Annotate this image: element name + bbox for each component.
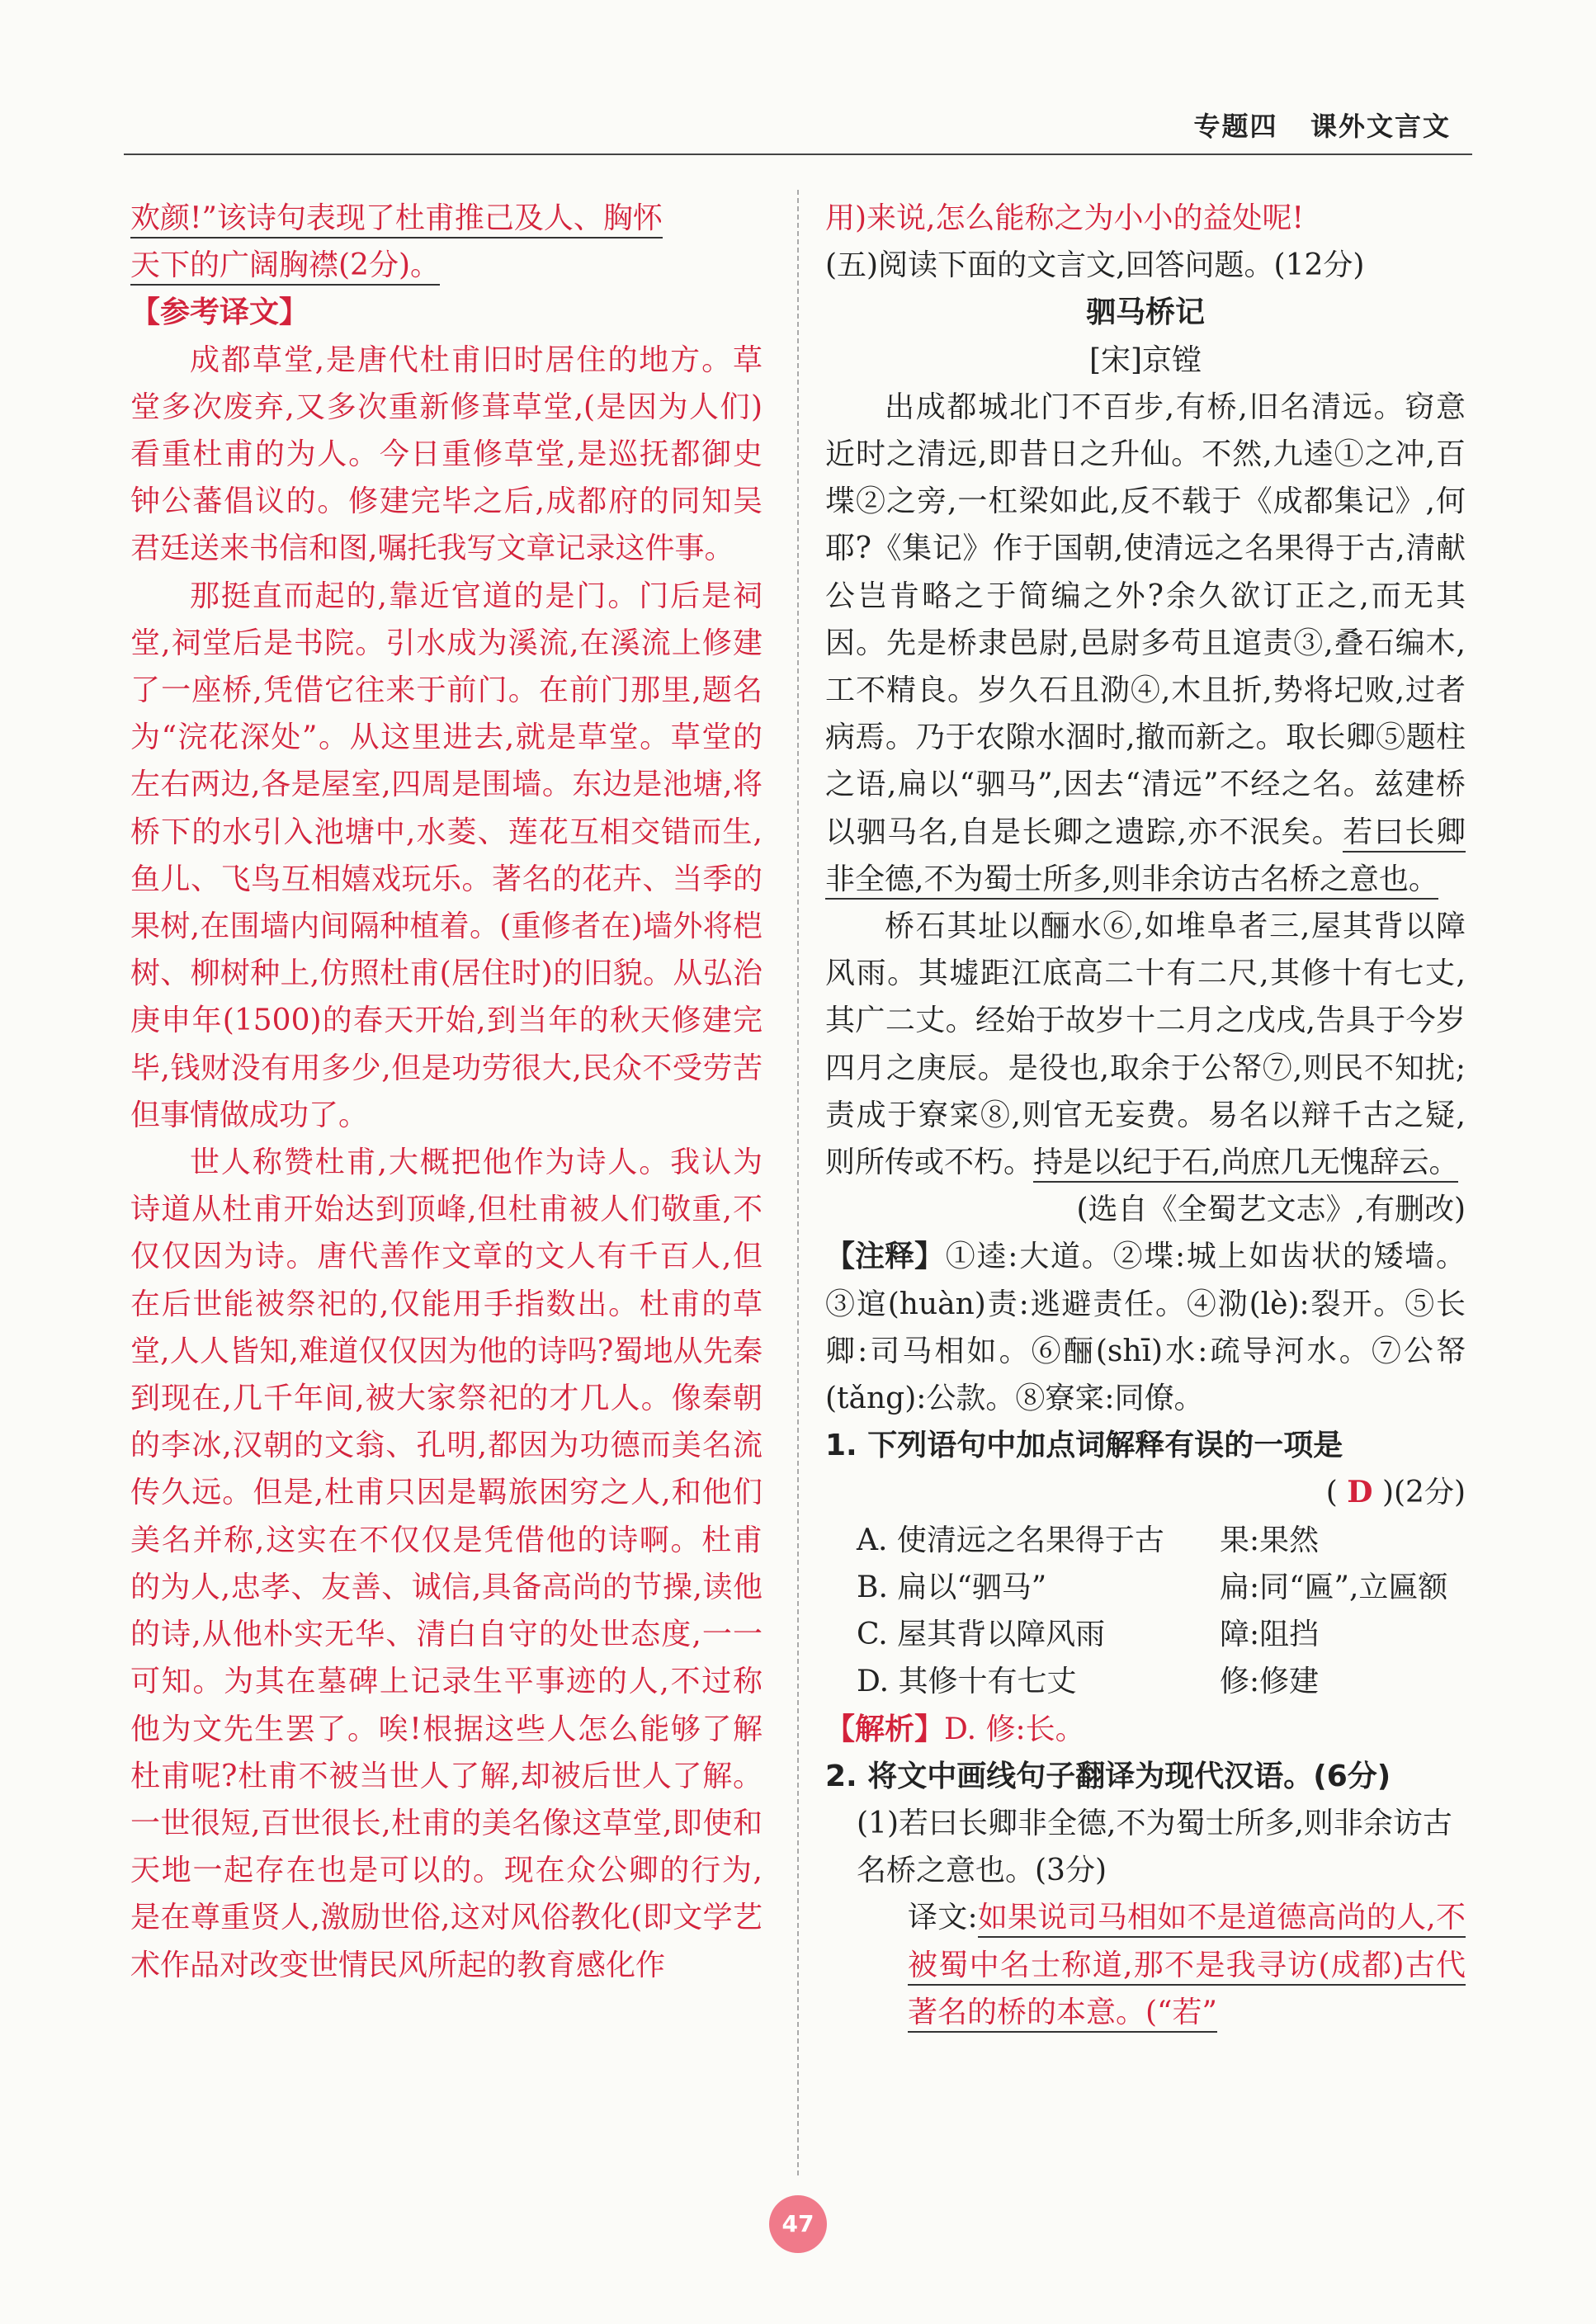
- option-c-gloss: 障:阻挡: [1220, 1618, 1320, 1652]
- option-a-text: A. 使清远之名果得于古: [857, 1523, 1164, 1557]
- translation-paragraph-1: 成都草堂,是唐代杜甫旧时居住的地方。草堂多次废弃,又多次重新修葺草堂,(是因为人们)看重杜甫的为人。今日重修草堂,是巡抚都御史钟公蕃倡议的。修建完毕之后,成都府的同知吴君廷送来书信和图,嘱托我写文章记录这件事。: [130, 342, 763, 566]
- essay-paragraph-1: [825, 384, 1466, 903]
- option-a-gloss: 果:果然: [1220, 1523, 1320, 1557]
- essay-source: (选自《全蜀艺文志》,有删改): [1076, 1193, 1466, 1227]
- essay-p1-text: 出成都城北门不百步,有桥,旧名清远。窃意近时之清远,即昔日之升仙。不然,九逵①之冲,百堞②之旁,一杠梁如此,反不载于《成都集记》,何耶?《集记》作于国朝,使清远之名果得于古,清献公岂肯略之于简编之外?余久欲订正之,而无其因。先是桥隶邑尉,邑尉多苟且逭责③,叠石编木,工不精良。岁久石且泐④,木且折,势将圮败,过者病焉。乃于农隙水涸时,撤而新之。取长卿⑤题柱之语,扁以“驷马”,因去“清远”不经之名。兹建桥以驷马名,自是长卿之遗踪,亦不泯矣。: [825, 390, 1466, 849]
- option-b: [825, 1564, 1466, 1611]
- analysis: [825, 1706, 1466, 1753]
- translation-answer: 如果说司马相如不是道德高尚的人,不被蜀中名士称道,那不是我寻访(成都)古代著名的桥的本意。(“若”: [908, 1901, 1466, 2032]
- option-b-gloss: 扁:同“匾”,立匾额: [1220, 1570, 1448, 1604]
- notes-label: 【注释】: [825, 1240, 945, 1274]
- answer-continuation: [130, 195, 763, 289]
- translation-paragraph-3: 世人称赞杜甫,大概把他作为诗人。我认为诗道从杜甫开始达到顶峰,但杜甫被人们敬重,不仅仅因为诗。唐代善作文章的文人有千百人,但在后世能被祭祀的,仅能用手指数出。杜甫的草堂,人人皆知,难道仅仅因为他的诗吗?蜀地从先秦到现在,几千年间,被大家祭祀的才几人。像秦朝的李冰,汉朝的文翁、孔明,都因为功德而美名流传久远。但是,杜甫只因是羁旅困穷之人,和他们美名并称,这实在不仅仅是凭借他的诗啊。杜甫的为人,忠孝、友善、诚信,具备高尚的节操,读他的诗,从他朴实无华、清白自守的处世态度,一一可知。为其在墓碑上记录生平事迹的人,不过称他为文先生罢了。唉!根据这些人怎么能够了解杜甫呢?杜甫不被当世人了解,却被后世人了解。一世很短,百世很长,杜甫的美名像这草堂,即使和天地一起存在也是可以的。现在众公卿的行为,是在尊重贤人,激励世俗,这对风俗教化(即文学艺术作品对改变世情民风所起的教育感化作: [130, 1145, 763, 1982]
- page-header: [1194, 106, 1451, 144]
- translation-label: 译文:: [908, 1901, 978, 1935]
- translation-continuation: 用)来说,怎么能称之为小小的益处呢!: [825, 201, 1304, 235]
- header-rule: [124, 154, 1472, 155]
- answer-letter: D: [1347, 1475, 1373, 1510]
- essay-p2-text: 桥石其址以酾水⑥,如堆阜者三,屋其背以障风雨。其墟距江底高二十有二尺,其修十有七丈,其广二丈。经始于故岁十二月之戊戌,告具于今岁四月之庚辰。是役也,取余于公帑⑦,则民不知扰;责成于寮寀⑧,则官无妄费。易名以辩千古之疑,则所传或不朽。: [825, 909, 1466, 1180]
- column-divider: [797, 190, 799, 2175]
- option-c: [825, 1611, 1466, 1658]
- notes-text: ①逵:大道。②堞:城上如齿状的矮墙。③逭(huàn)责:逃避责任。④泐(lè):裂开。⑤长卿:司马相如。⑥酾(shī)水:疏导河水。⑦公帑(tǎng):公款。⑧寮寀:同僚。: [825, 1240, 1466, 1416]
- answer-open-paren: (: [1325, 1476, 1338, 1510]
- section-heading: (五)阅读下面的文言文,回答问题。(12分): [825, 248, 1365, 283]
- essay-title: 驷马桥记: [1085, 295, 1205, 330]
- left-column: [130, 195, 763, 1989]
- question-2-part-1-answer: [825, 1894, 1466, 2036]
- option-d: [825, 1658, 1466, 1705]
- essay-author: [宋]京镗: [1088, 342, 1202, 377]
- translation-paragraph-2: 那挺直而起的,靠近官道的是门。门后是祠堂,祠堂后是书院。引水成为溪流,在溪流上修建了一座桥,凭借它往来于前门。在前门那里,题名为“浣花深处”。从这里进去,就是草堂。草堂的左右两边,各是屋室,四周是围墙。东边是池塘,将桥下的水引入池塘中,水菱、莲花互相交错而生,鱼儿、飞鸟互相嬉戏玩乐。著名的花卉、当季的果树,在围墙内间隔种植着。(重修者在)墙外将桤树、柳树种上,仿照杜甫(居住时)的旧貌。从弘治庚申年(1500)的春天开始,到当年的秋天修建完毕,钱财没有用多少,但是功劳很大,民众不受劳苦但事情做成功了。: [130, 579, 763, 1132]
- option-a: [825, 1517, 1466, 1564]
- chapter-title: 课外文言文: [1310, 111, 1451, 142]
- notes: [825, 1233, 1466, 1422]
- option-c-text: C. 屋其背以障风雨: [857, 1618, 1106, 1652]
- option-d-text: D. 其修十有七丈: [857, 1665, 1077, 1699]
- question-1-answer: [825, 1469, 1466, 1516]
- answer-line-1: 欢颜!”该诗句表现了杜甫推己及人、胸怀: [130, 201, 663, 239]
- analysis-text: D. 修:长。: [944, 1712, 1085, 1746]
- question-2: 2. 将文中画线句子翻译为现代汉语。(6分): [825, 1759, 1391, 1793]
- reference-translation-label: 【参考译文】: [130, 295, 309, 330]
- answer-score: )(2分): [1381, 1476, 1466, 1510]
- answer-line-2: 天下的广阔胸襟(2分)。: [130, 248, 440, 286]
- option-d-gloss: 修:修建: [1220, 1665, 1320, 1699]
- essay-p1-underlined: 若曰长卿非全德,不为蜀士所多,则非余访古名桥之意也。: [825, 815, 1466, 900]
- analysis-label: 【解析】: [825, 1712, 945, 1746]
- right-column: [825, 195, 1466, 2036]
- question-2-part-1: (1)若曰长卿非全德,不为蜀士所多,则非余访古名桥之意也。(3分): [857, 1806, 1452, 1888]
- essay-p2-underlined: 持是以纪于石,尚庶几无愧辞云。: [1033, 1145, 1458, 1183]
- question-1: 1. 下列语句中加点词解释有误的一项是: [825, 1429, 1343, 1463]
- chapter-label: 专题四: [1193, 111, 1278, 142]
- option-b-text: B. 扁以“驷马”: [857, 1570, 1047, 1604]
- page-number: 47: [769, 2195, 827, 2253]
- essay-paragraph-2: [825, 903, 1466, 1186]
